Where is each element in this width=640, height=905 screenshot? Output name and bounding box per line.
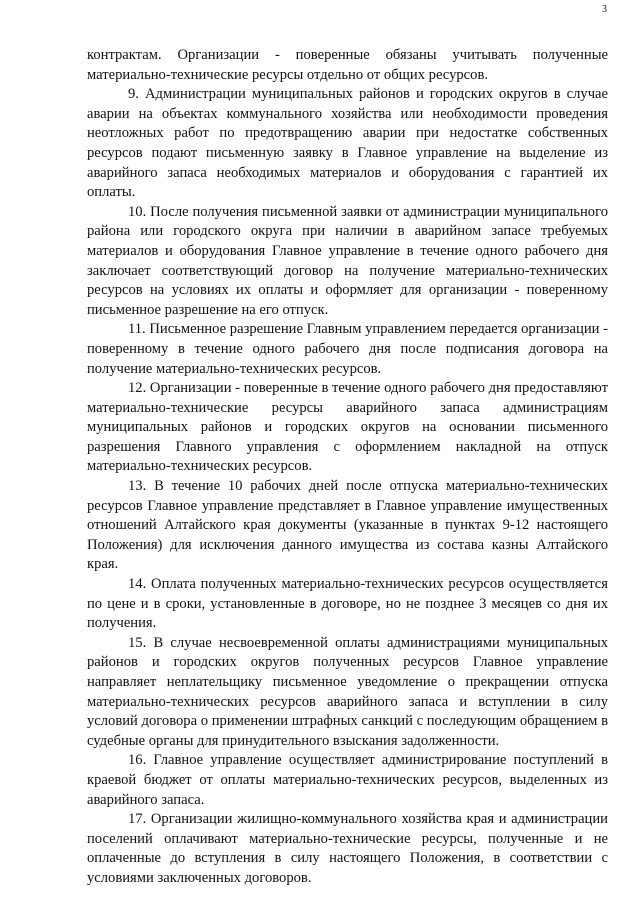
paragraph-item-11: 11. Письменное разрешение Главным управлением передается организации - поверенному в течение одного рабочего дня после подписания договора на получение материально-технических ресурсов. (87, 321, 608, 377)
paragraph-item-15: 15. В случае несвоевременной оплаты администрациями муниципальных районов и городских округов полученных ресурсов Главное управление направляет неплательщику письменное уведомление о прекращении отпуска материально-технических ресурсов аварийного запаса и вступлении в силу условий договора о применении штрафных санкций с последующим обращением в судебные органы для принудительного взыскания задолженности. (87, 634, 608, 749)
paragraph-item-13: 13. В течение 10 рабочих дней после отпуска материально-технических ресурсов Главное управление представляет в Главное управление имущественных отношений Алтайского края документы (указанные в пунктах 9-12 настоящего Положения) для исключения данного имущества из состава казны Алтайского края. (87, 478, 608, 573)
page-number: 3 (602, 4, 607, 15)
paragraph-continuation: контрактам. Организации - поверенные обязаны учитывать полученные материально-технические ресурсы отдельно от общих ресурсов. (87, 47, 608, 83)
paragraph-item-17: 17. Организации жилищно-коммунального хозяйства края и администрации поселений оплачивают материально-технические ресурсы, полученные и не оплаченные до вступления в силу настоящего Положения, в соответствии с условиями заключенных договоров. (87, 811, 608, 886)
paragraph-item-10: 10. После получения письменной заявки от администрации муниципального района или городского округа при наличии в аварийном запасе требуемых материалов и оборудования Главное управление в течение одного рабочего дня заключает соответствующий договор на получение материально-технических ресурсов на условиях их оплаты и оформляет для организации - поверенному письменное разрешение на его отпуск. (87, 203, 608, 318)
paragraph-item-12: 12. Организации - поверенные в течение одного рабочего дня предоставляют материально-технические ресурсы аварийного запаса администрациям муниципальных районов и городских округов на основании письменного разрешения Главного управления с оформлением накладной на отпуск материально-технических ресурсов. (87, 380, 608, 475)
paragraph-item-9: 9. Администрации муниципальных районов и городских округов в случае аварии на объектах коммунального хозяйства или необходимости проведения неотложных работ по предотвращению аварии при недостатке собственных ресурсов подают письменную заявку в Главное управление на выделение из аварийного запаса необходимых материалов и оборудования с гарантией их оплаты. (87, 86, 608, 201)
paragraph-item-16: 16. Главное управление осуществляет администрирование поступлений в краевой бюджет от оплаты материально-технических ресурсов, выделенных из аварийного запаса. (87, 752, 608, 808)
document-body (87, 46, 608, 889)
paragraph-item-14: 14. Оплата полученных материально-технических ресурсов осуществляется по цене и в сроки, установленные в договоре, но не позднее 3 месяцев со дня их получения. (87, 576, 608, 632)
